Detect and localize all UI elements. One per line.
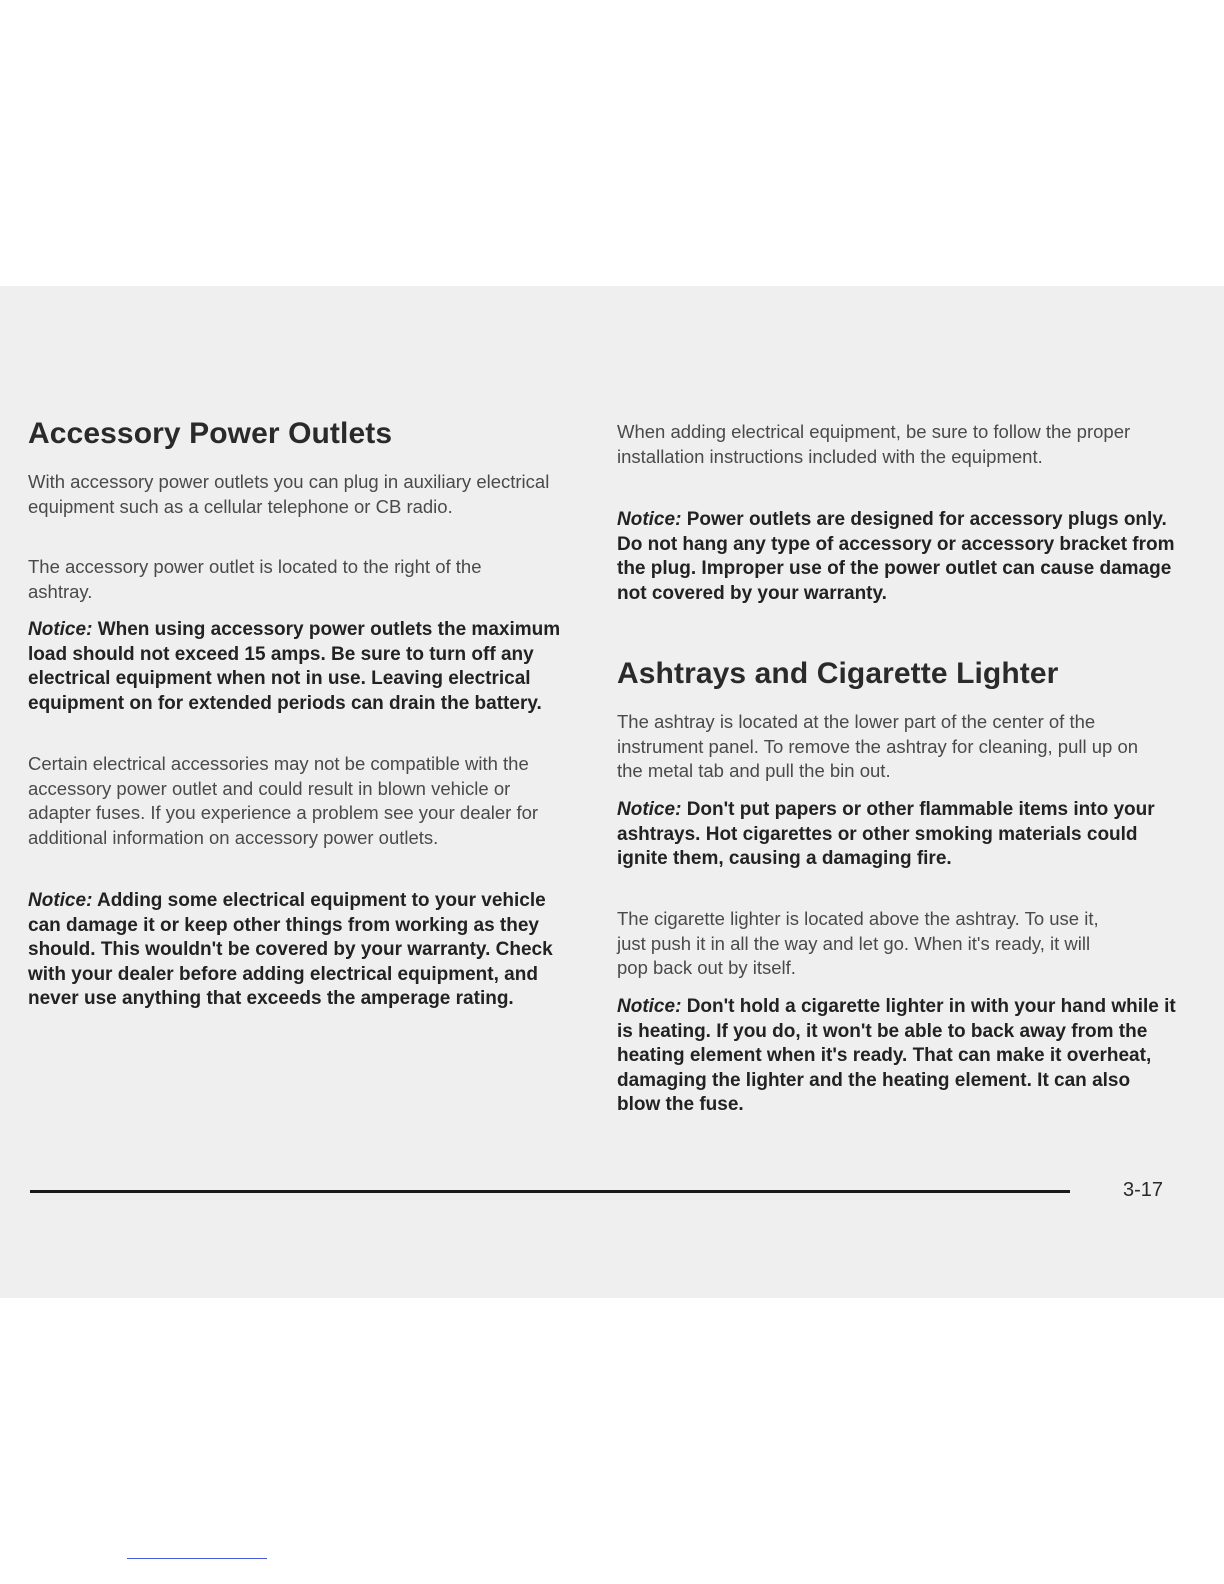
- paragraph-ashtray-location: The ashtray is located at the lower part of the center of the instrument panel. To remove the ashtray for cleaning, pull up on the metal tab and pull the bin out.: [617, 711, 1139, 781]
- notice-adding-equipment: [28, 889, 573, 1012]
- notice-text: When using accessory power outlets the maximum load should not exceed 15 amps. Be sure to turn off any electrical equipment when not in use. Leaving electrical equipment on for extended periods can drain the battery.: [28, 619, 561, 714]
- page-number: 3-17: [1123, 1179, 1164, 1201]
- paragraph-cigarette-lighter: The cigarette lighter is located above the ashtray. To use it, just push it in all the way and let go. When it's ready, it will pop back out by itself.: [617, 908, 1099, 978]
- notice-text: Power outlets are designed for accessory plugs only. Do not hang any type of accessory or accessory bracket from the plug. Improper use of the power outlet can cause damage not covered by your warranty.: [617, 509, 1175, 604]
- paragraph-compatibility: Certain electrical accessories may not be compatible with the accessory power outlet and could result in blown vehicle or adapter fuses. If you experience a problem see your dealer for additional information on accessory power outlets.: [28, 753, 539, 848]
- paragraph-installation-instructions: When adding electrical equipment, be sure to follow the proper installation instructions included with the equipment.: [617, 421, 1131, 467]
- notice-label: Notice:: [617, 996, 682, 1017]
- notice-text: Don't hold a cigarette lighter in with your hand while it is heating. If you do, it won't be able to back away from the heating element when it's ready. That can make it overheat, damaging the lighter and the heating element. It can also blow the fuse.: [617, 996, 1176, 1115]
- notice-label: Notice:: [617, 799, 682, 820]
- notice-max-load: [28, 618, 573, 716]
- section-title-ashtrays-cigarette-lighter: Ashtrays and Cigarette Lighter: [617, 657, 1059, 690]
- hyperlink-underline: [127, 1558, 267, 1559]
- paragraph-outlets-intro: With accessory power outlets you can plug in auxiliary electrical equipment such as a cellular telephone or CB radio.: [28, 471, 550, 517]
- footer-rule: [30, 1190, 1070, 1193]
- notice-text: Adding some electrical equipment to your vehicle can damage it or keep other things from working as they should. This wouldn't be covered by your warranty. Check with your dealer before adding electrical equipment, and never use anything that exceeds the amperage rating.: [28, 890, 553, 1009]
- notice-label: Notice:: [617, 509, 682, 530]
- manual-page: [0, 286, 1224, 1298]
- notice-label: Notice:: [28, 619, 93, 640]
- notice-label: Notice:: [28, 890, 93, 911]
- section-title-accessory-power-outlets: Accessory Power Outlets: [28, 417, 393, 450]
- notice-text: Don't put papers or other flammable items into your ashtrays. Hot cigarettes or other smoking materials could ignite them, causing a damaging fire.: [617, 799, 1155, 869]
- notice-power-outlets-design: [617, 508, 1177, 606]
- paragraph-outlet-location: The accessory power outlet is located to the right of the ashtray.: [28, 556, 482, 602]
- notice-hold-lighter: [617, 995, 1177, 1118]
- notice-flammable-items: [617, 798, 1157, 872]
